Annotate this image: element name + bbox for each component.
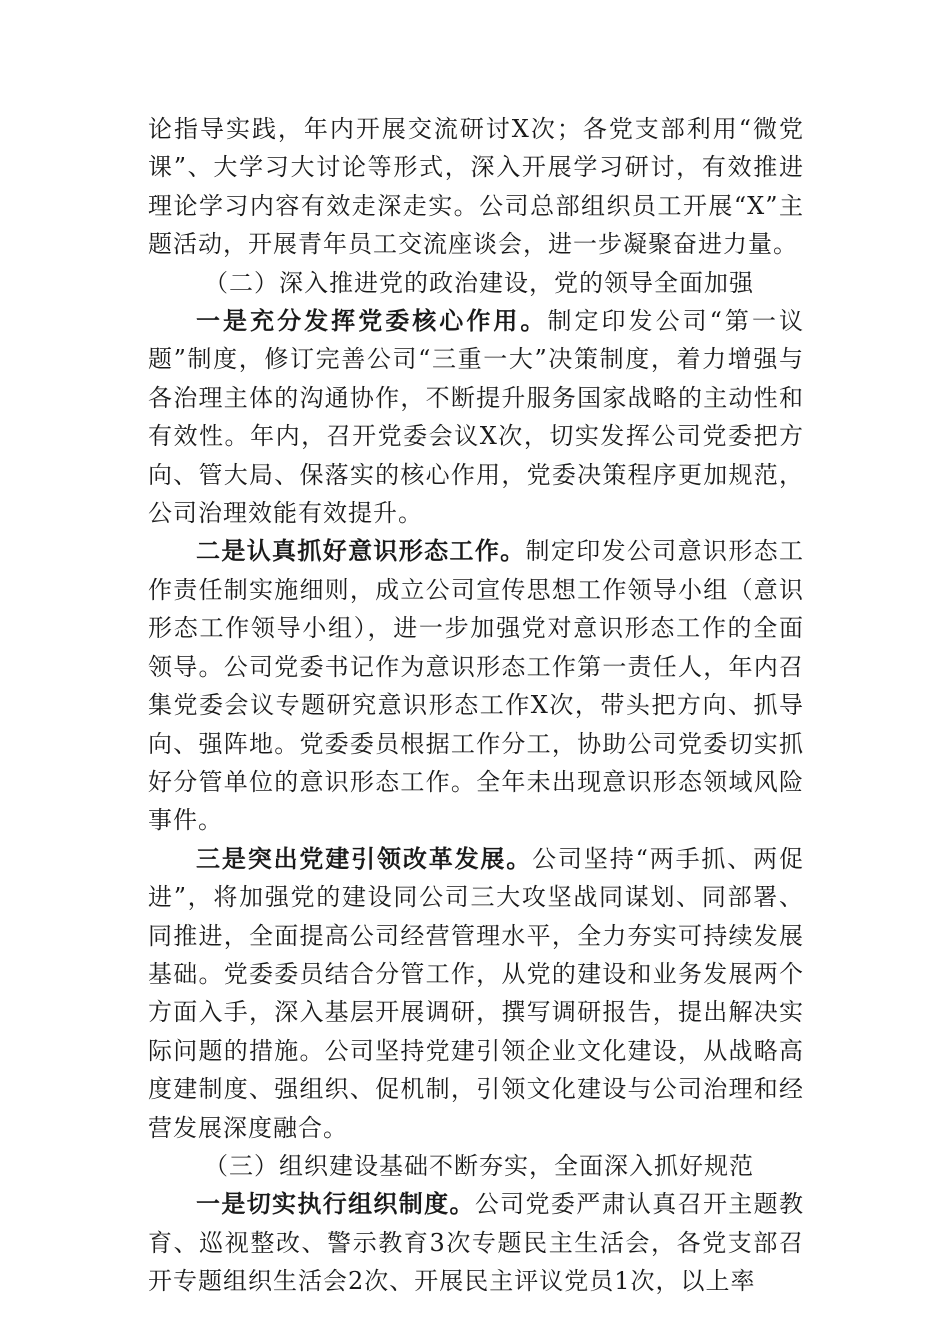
paragraph-lead: 三是突出党建引领改革发展。 [196, 843, 533, 873]
paragraph-ideology-work [148, 532, 804, 839]
section-heading-organization [148, 1147, 804, 1185]
paragraph-text: 制定印发公司“第一议题”制度，修订完善公司“三重一大”决策制度，着力增强与各治理主体的沟通协作，不断提升服务国家战略的主动性和有效性。年内，召开党委会议X次，切实发挥公司党委把方向、管大局、保落实的核心作用，党委决策程序更加规范，公司治理效能有效提升。 [148, 307, 805, 528]
heading-text: （三）组织建设基础不断夯实，全面深入抓好规范 [204, 1151, 754, 1180]
paragraph-reform-development [148, 840, 804, 1147]
paragraph-text: 公司坚持“两手抓、两促进”，将加强党的建设同公司三大攻坚战同谋划、同部署、同推进，全面提高公司经营管理水平，全力夯实可持续发展基础。党委委员结合分管工作，从党的建设和业务发展两个方面入手，深入基层开展调研，撰写调研报告，提出解决实际问题的措施。公司坚持党建引领企业文化建设，从战略高度建制度、强组织、促机制，引领文化建设与公司治理和经营发展深度融合。 [148, 844, 804, 1142]
paragraph-organization-system [148, 1185, 804, 1300]
paragraph-party-committee-role [148, 302, 804, 532]
paragraph-text: 制定印发公司意识形态工作责任制实施细则，成立公司宣传思想工作领导小组（意识形态工作领导小组），进一步加强党对意识形态工作的全面领导。公司党委书记作为意识形态工作第一责任人，年内召集党委会议专题研究意识形态工作X次，带头把方向、抓导向、强阵地。党委委员根据工作分工，协助公司党委切实抓好分管单位的意识形态工作。全年未出现意识形态领域风险事件。 [148, 537, 805, 835]
heading-text: （二）深入推进党的政治建设，党的领导全面加强 [204, 268, 754, 297]
paragraph-lead: 一是切实执行组织制度。 [196, 1189, 475, 1219]
paragraph-text: 公司党委严肃认真召开主题教育、巡视整改、警示教育3次专题民主生活会，各党支部召开专题组织生活会2次、开展民主评议党员1次，以上率 [148, 1190, 805, 1296]
paragraph-lead: 一是充分发挥党委核心作用。 [196, 306, 548, 336]
section-heading-political-construction [148, 264, 804, 302]
document-page [148, 110, 804, 1301]
paragraph-study-continuation [148, 110, 804, 264]
paragraph-lead: 二是认真抓好意识形态工作。 [196, 536, 526, 566]
paragraph-text: 论指导实践，年内开展交流研讨X次；各党支部利用“微党课”、大学习大讨论等形式，深入开展学习研讨，有效推进理论学习内容有效走深走实。公司总部组织员工开展“X”主题活动，开展青年员工交流座谈会，进一步凝聚奋进力量。 [148, 115, 804, 259]
